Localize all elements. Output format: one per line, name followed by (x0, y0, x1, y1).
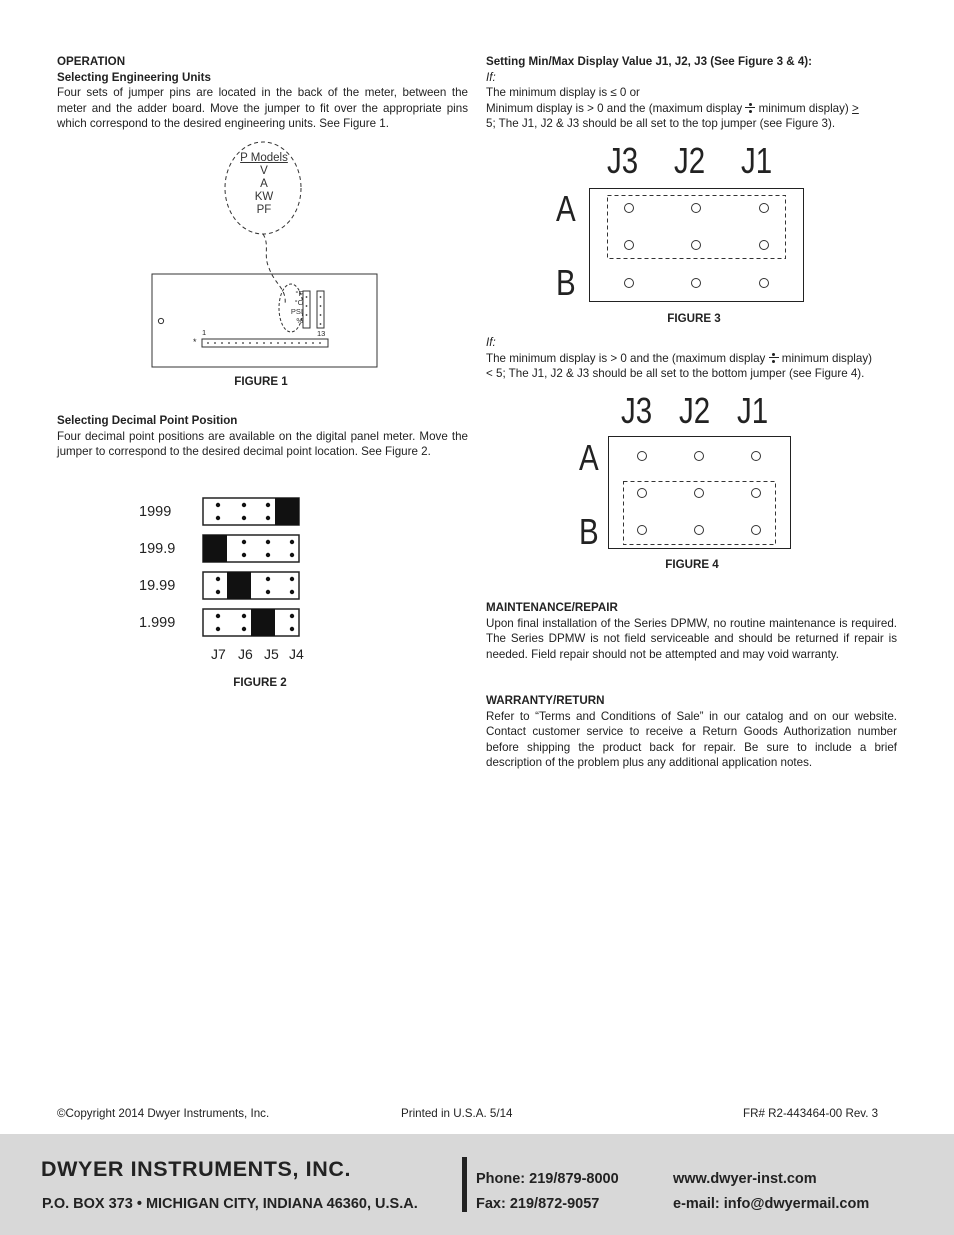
figure-2-caption: FIGURE 2 (233, 676, 287, 689)
jumper-column-label: J1 (737, 390, 769, 431)
jumper-pin (216, 516, 220, 520)
unit-label: PSI (290, 307, 303, 316)
pin-dot (207, 342, 209, 344)
jumper-pin (266, 516, 270, 520)
figure-3-row-label: A (556, 188, 576, 229)
decimal-row-label: 199.9 (139, 541, 176, 557)
jumper-pin (692, 241, 701, 250)
pin-dot (249, 342, 251, 344)
jumper-pin (290, 590, 294, 594)
operation-heading: OPERATION (57, 55, 126, 68)
decimal-row-label: 1999 (139, 504, 172, 520)
printed-text: Printed in U.S.A. 5/14 (401, 1107, 513, 1120)
figure-4-column-labels (621, 389, 801, 433)
jumper-column-label: J4 (289, 646, 304, 662)
jumper-pin (695, 526, 704, 535)
bubble-item: KW (254, 191, 274, 203)
figure-2-row-labels (139, 503, 175, 651)
figure-4-caption: FIGURE 4 (665, 558, 719, 571)
jumper-pin (752, 489, 761, 498)
jumper-pin (266, 503, 270, 507)
warranty-section (486, 693, 897, 771)
pin-dot (284, 342, 286, 344)
website-link[interactable]: www.dwyer-inst.com (673, 1171, 817, 1187)
unit-label: °F (295, 289, 303, 298)
fax-number: Fax: 219/872-9057 (476, 1196, 600, 1212)
jumper-column-label: J3 (607, 140, 639, 181)
if-label-1: If: (486, 70, 496, 84)
pin-dot (221, 342, 223, 344)
pin-dot (270, 342, 272, 344)
warranty-heading: WARRANTY/RETURN (486, 694, 605, 707)
pin-dot (277, 342, 279, 344)
jumper-pin (290, 553, 294, 557)
jumper-pin (216, 503, 220, 507)
jumper-pin (692, 279, 701, 288)
divider (462, 1157, 467, 1212)
jumper-column-label: J2 (679, 390, 711, 431)
pin-dot (214, 342, 216, 344)
form-number: FR# R2-443464-00 Rev. 3 (743, 1107, 879, 1120)
pin-dot (298, 342, 300, 344)
pin-dot (305, 342, 307, 344)
decimal-row-label: 19.99 (139, 578, 176, 594)
jumper-pin (760, 241, 769, 250)
jumper-pin (695, 452, 704, 461)
condition-1-part-b: minimum display) (758, 101, 849, 115)
figure-2-jumpers (202, 496, 302, 640)
company-name: DWYER INSTRUMENTS, INC. (41, 1157, 352, 1181)
bubble-title: P Models (240, 152, 288, 164)
decimal-paragraph: Four decimal point positions are available on the digital panel meter. Move the jumper to correspond to the desired decimal point location. See Figure 2. (57, 429, 468, 459)
pin-dot (263, 342, 265, 344)
figure-3-caption: FIGURE 3 (667, 312, 721, 325)
jumper-pin (290, 577, 294, 581)
jumper-column-label: J2 (674, 140, 706, 181)
jumper-pin (752, 452, 761, 461)
bubble-item: V (260, 165, 268, 177)
jumper-shunt (227, 572, 251, 599)
figure-4-row-label: B (579, 511, 599, 552)
phone-number: Phone: 219/879-8000 (476, 1171, 619, 1187)
jumper-shunt (251, 609, 275, 636)
copyright-text: ©Copyright 2014 Dwyer Instruments, Inc. (57, 1107, 270, 1120)
jumper-pin (692, 204, 701, 213)
bubble-item: A (260, 178, 268, 190)
right-column (486, 54, 897, 132)
condition-2-line-1 (486, 351, 897, 367)
condition-1-line-3: 5; The J1, J2 & J3 should be all set to the top jumper (see Figure 3). (486, 117, 836, 131)
jumper-pin (760, 279, 769, 288)
jumper-pin (266, 577, 270, 581)
maintenance-heading: MAINTENANCE/REPAIR (486, 601, 618, 614)
jumper-pin (216, 590, 220, 594)
jumper-column-label: J3 (621, 390, 653, 431)
figure-4-row-label: A (579, 437, 599, 478)
pin-dot (242, 342, 244, 344)
jumper-pin (695, 489, 704, 498)
jumper-pin (242, 627, 246, 631)
jumper-column-label: J5 (264, 646, 279, 662)
jumper-pin (752, 526, 761, 535)
condition-2-part-a: The minimum display is > 0 and the (maximum display (486, 351, 766, 365)
pin-dot (256, 342, 258, 344)
jumper-pin (242, 540, 246, 544)
jumper-pin (216, 627, 220, 631)
jumper-shunt (203, 535, 227, 562)
condition-2-line-2: < 5; The J1, J2 & J3 should be all set to the bottom jumper (see Figure 4). (486, 367, 865, 381)
minmax-heading: Setting Min/Max Display Value J1, J2, J3 (See Figure 3 & 4): (486, 55, 813, 68)
jumper-pin (242, 614, 246, 618)
jumper-pin (266, 590, 270, 594)
condition-1-line-2 (486, 101, 897, 117)
email-link[interactable]: e-mail: info@dwyermail.com (673, 1196, 870, 1212)
jumper-shunt (275, 498, 299, 525)
company-address: P.O. BOX 373 • MICHIGAN CITY, INDIANA 46360, U.S.A. (42, 1196, 418, 1212)
jumper-pin (242, 503, 246, 507)
pin-end-label: 13 (317, 329, 326, 338)
jumper-pin (760, 204, 769, 213)
jumper-pin (290, 614, 294, 618)
pin-dot (312, 342, 314, 344)
pin-start-label: 1 (202, 328, 207, 337)
pin-star: * (193, 337, 197, 347)
bubble-item: PF (256, 204, 272, 216)
jumper-pin (638, 526, 647, 535)
jumper-pin (242, 553, 246, 557)
decimal-heading: Selecting Decimal Point Position (57, 414, 238, 427)
units-heading: Selecting Engineering Units (57, 70, 211, 84)
jumper-pin (266, 540, 270, 544)
divide-icon (745, 103, 755, 113)
condition-2-block (486, 335, 897, 382)
jumper-column-label: J1 (741, 140, 773, 181)
figure-1-unit-labels (279, 289, 303, 325)
left-column (57, 54, 468, 132)
jumper-pin (290, 540, 294, 544)
figure-1-bubble (239, 152, 289, 217)
jumper-pin (290, 627, 294, 631)
pin-dot (235, 342, 237, 344)
condition-1-line-1: The minimum display is ≤ 0 or (486, 86, 640, 100)
pin-dot (291, 342, 293, 344)
jumper-pin (242, 516, 246, 520)
condition-2-part-b: minimum display) (781, 351, 872, 365)
pin-dot (228, 342, 230, 344)
if-label-2: If: (486, 336, 496, 349)
jumper-pin (638, 452, 647, 461)
decimal-row-label: 1.999 (139, 615, 176, 631)
warranty-paragraph: Refer to “Terms and Conditions of Sale” in our catalog and on our website. Contact customer service to receive a Return Goods Authorization number before shipping the product back for repair. Be sure to include a brief description of the problem plus any additional application notes. (486, 709, 897, 770)
figure-4-jumpers (608, 436, 792, 550)
condition-1-part-a: Minimum display is > 0 and the (maximum display (486, 101, 743, 115)
figure-3-row-label: B (556, 262, 576, 303)
unit-label: °C (294, 298, 303, 307)
jumper-pin (625, 241, 634, 250)
jumper-pin (638, 489, 647, 498)
greater-equal-symbol: > (852, 101, 859, 115)
unit-label: % (296, 316, 303, 325)
maintenance-section (486, 600, 897, 662)
jumper-column-label: J6 (238, 646, 253, 662)
figure-3-jumpers (589, 188, 805, 304)
decimal-section (57, 413, 468, 460)
jumper-column-label: J7 (211, 646, 226, 662)
maintenance-paragraph: Upon final installation of the Series DPMW, no routine maintenance is required. The Series DPMW is not field serviceable and should be returned if repair is needed. Field repair should not be attempted and may void warranty. (486, 616, 897, 661)
jumper-pin (625, 204, 634, 213)
jumper-pin (266, 553, 270, 557)
divide-icon (769, 353, 779, 363)
pin-dot (319, 342, 321, 344)
figure-1-caption: FIGURE 1 (234, 375, 288, 388)
jumper-pin (216, 577, 220, 581)
jumper-pin (625, 279, 634, 288)
jumper-pin (216, 614, 220, 618)
units-paragraph: Four sets of jumper pins are located in the back of the meter, between the meter and the adder board. Move the jumper to fit over the appropriate pins which correspond to the desired engineering units. See Figure 1. (57, 86, 468, 131)
figure-3-column-labels (607, 139, 787, 183)
